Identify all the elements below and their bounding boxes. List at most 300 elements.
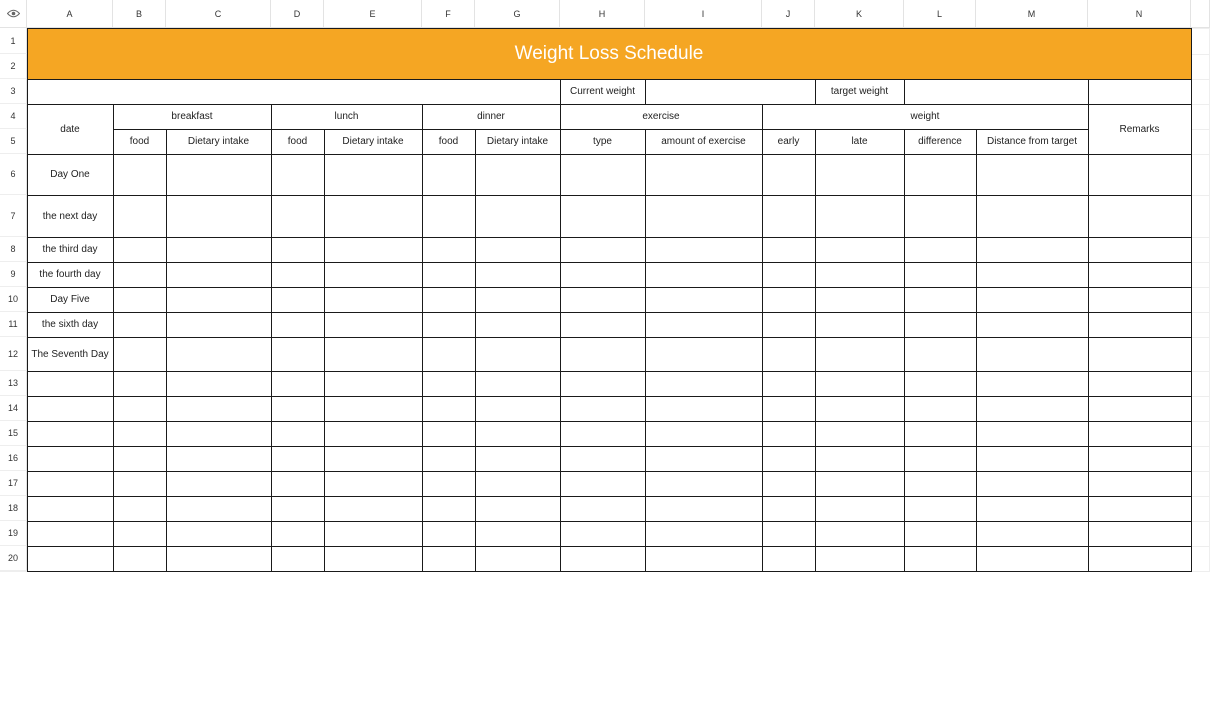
table-cell[interactable]	[815, 287, 904, 312]
table-cell[interactable]	[762, 396, 815, 421]
table-cell[interactable]	[976, 237, 1088, 262]
subheader-weight-early[interactable]: early	[762, 129, 815, 154]
border-line	[645, 79, 646, 105]
table-cell[interactable]	[560, 287, 645, 312]
table-cell[interactable]	[271, 371, 324, 396]
table-cell[interactable]	[324, 396, 422, 421]
table-cell[interactable]	[324, 237, 422, 262]
table-cell[interactable]	[166, 154, 271, 195]
table-cell[interactable]	[166, 446, 271, 471]
border-line	[27, 521, 1192, 522]
table-cell[interactable]	[271, 195, 324, 237]
row-header[interactable]: 4	[0, 104, 27, 129]
table-cell[interactable]	[271, 262, 324, 287]
table-cell[interactable]	[271, 471, 324, 496]
table-cell[interactable]	[815, 312, 904, 337]
table-cell[interactable]	[475, 471, 560, 496]
subheader-breakfast-food[interactable]: food	[113, 129, 166, 154]
table-cell[interactable]	[560, 546, 645, 571]
table-cell[interactable]	[560, 237, 645, 262]
table-cell[interactable]	[1088, 154, 1191, 195]
table-cell[interactable]	[475, 262, 560, 287]
table-cell[interactable]	[1088, 312, 1191, 337]
eye-icon[interactable]	[7, 5, 20, 23]
border-line	[815, 79, 816, 105]
table-cell[interactable]	[27, 496, 113, 521]
table-cell[interactable]	[1088, 237, 1191, 262]
table-cell[interactable]	[324, 546, 422, 571]
table-cell[interactable]	[560, 371, 645, 396]
subheader-lunch-intake[interactable]: Dietary intake	[324, 129, 422, 154]
border-line	[27, 421, 1192, 422]
table-cell[interactable]	[560, 195, 645, 237]
column-header[interactable]: I	[645, 0, 762, 28]
table-cell[interactable]	[113, 446, 166, 471]
table-cell[interactable]	[422, 446, 475, 471]
table-cell[interactable]	[645, 421, 762, 446]
border-line	[27, 262, 1192, 263]
table-cell[interactable]	[113, 195, 166, 237]
table-cell[interactable]	[645, 496, 762, 521]
day-label[interactable]: the sixth day	[27, 312, 113, 337]
table-cell[interactable]	[166, 237, 271, 262]
table-cell[interactable]	[762, 195, 815, 237]
table-cell[interactable]	[904, 262, 976, 287]
table-cell[interactable]	[422, 312, 475, 337]
table-cell[interactable]	[475, 337, 560, 371]
table-cell[interactable]	[1088, 396, 1191, 421]
table-cell[interactable]	[762, 262, 815, 287]
table-cell[interactable]	[113, 337, 166, 371]
table-cell[interactable]	[815, 237, 904, 262]
day-label[interactable]: the next day	[27, 195, 113, 237]
table-cell[interactable]	[762, 154, 815, 195]
table-cell[interactable]	[645, 521, 762, 546]
table-cell[interactable]	[1088, 471, 1191, 496]
header-breakfast[interactable]: breakfast	[113, 104, 271, 129]
table-cell[interactable]	[904, 396, 976, 421]
subheader-breakfast-intake[interactable]: Dietary intake	[166, 129, 271, 154]
table-cell[interactable]	[762, 287, 815, 312]
table-cell[interactable]	[113, 262, 166, 287]
day-label[interactable]: Day Five	[27, 287, 113, 312]
table-cell[interactable]	[560, 396, 645, 421]
table-cell[interactable]	[324, 287, 422, 312]
header-exercise[interactable]: exercise	[560, 104, 762, 129]
table-cell[interactable]	[1088, 262, 1191, 287]
table-cell[interactable]	[324, 446, 422, 471]
table-cell[interactable]	[560, 496, 645, 521]
table-cell[interactable]	[1088, 521, 1191, 546]
header-remarks[interactable]: Remarks	[1088, 104, 1191, 154]
table-cell[interactable]	[815, 421, 904, 446]
table-cell[interactable]	[815, 337, 904, 371]
target-weight-label[interactable]: target weight	[815, 79, 904, 104]
border-line	[762, 104, 763, 572]
table-cell[interactable]	[324, 496, 422, 521]
day-label[interactable]: The Seventh Day	[27, 337, 113, 371]
table-cell[interactable]	[904, 421, 976, 446]
table-cell[interactable]	[976, 546, 1088, 571]
border-line	[27, 337, 1192, 338]
row-header[interactable]: 19	[0, 521, 27, 546]
table-cell[interactable]	[1088, 546, 1191, 571]
table-cell[interactable]	[324, 262, 422, 287]
table-cell[interactable]	[815, 446, 904, 471]
table-cell[interactable]	[271, 521, 324, 546]
table-cell[interactable]	[815, 521, 904, 546]
table-cell[interactable]	[27, 396, 113, 421]
table-cell[interactable]	[271, 421, 324, 446]
table-cell[interactable]	[645, 396, 762, 421]
table-cell[interactable]	[166, 371, 271, 396]
day-label[interactable]: the fourth day	[27, 262, 113, 287]
border-line	[27, 312, 1192, 313]
blank-cell[interactable]	[1088, 79, 1191, 104]
border-line	[560, 79, 561, 105]
table-cell[interactable]	[645, 195, 762, 237]
border-line	[27, 571, 1192, 572]
table-cell[interactable]	[271, 287, 324, 312]
table-cell[interactable]	[815, 262, 904, 287]
table-cell[interactable]	[166, 262, 271, 287]
table-cell[interactable]	[422, 287, 475, 312]
table-cell[interactable]	[1088, 195, 1191, 237]
table-cell[interactable]	[113, 312, 166, 337]
table-cell[interactable]	[976, 521, 1088, 546]
column-header[interactable]: D	[271, 0, 324, 28]
table-cell[interactable]	[976, 396, 1088, 421]
table-cell[interactable]	[271, 237, 324, 262]
table-cell[interactable]	[904, 312, 976, 337]
row-header[interactable]: 13	[0, 371, 27, 396]
table-cell[interactable]	[422, 496, 475, 521]
table-cell[interactable]	[166, 396, 271, 421]
column-header[interactable]: A	[27, 0, 113, 28]
table-cell[interactable]	[645, 287, 762, 312]
border-line	[976, 129, 977, 572]
table-cell[interactable]	[815, 546, 904, 571]
table-cell[interactable]	[475, 396, 560, 421]
day-label[interactable]: Day One	[27, 154, 113, 195]
border-line	[27, 28, 1192, 29]
table-cell[interactable]	[560, 337, 645, 371]
table-cell[interactable]	[815, 396, 904, 421]
day-label[interactable]: the third day	[27, 237, 113, 262]
row-header[interactable]: 9	[0, 262, 27, 287]
table-cell[interactable]	[560, 262, 645, 287]
table-cell[interactable]	[762, 471, 815, 496]
table-cell[interactable]	[560, 154, 645, 195]
table-cell[interactable]	[904, 521, 976, 546]
table-cell[interactable]	[1088, 337, 1191, 371]
table-cell[interactable]	[560, 312, 645, 337]
table-cell[interactable]	[904, 337, 976, 371]
table-cell[interactable]	[904, 287, 976, 312]
table-cell[interactable]	[422, 237, 475, 262]
table-cell[interactable]	[976, 471, 1088, 496]
table-cell[interactable]	[904, 237, 976, 262]
border-line	[27, 471, 1192, 472]
table-cell[interactable]	[1088, 496, 1191, 521]
header-weight[interactable]: weight	[762, 104, 1088, 129]
subheader-weight-distance[interactable]: Distance from target	[976, 129, 1088, 154]
table-cell[interactable]	[113, 496, 166, 521]
table-cell[interactable]	[645, 471, 762, 496]
table-cell[interactable]	[113, 521, 166, 546]
table-cell[interactable]	[475, 521, 560, 546]
table-cell[interactable]	[27, 521, 113, 546]
column-header[interactable]: B	[113, 0, 166, 28]
border-line	[815, 129, 816, 572]
border-line	[1088, 104, 1089, 572]
row-header[interactable]: 14	[0, 396, 27, 421]
table-cell[interactable]	[645, 312, 762, 337]
table-cell[interactable]	[27, 546, 113, 571]
table-cell[interactable]	[762, 496, 815, 521]
table-cell[interactable]	[422, 546, 475, 571]
row-header[interactable]: 1	[0, 28, 27, 54]
table-cell[interactable]	[560, 471, 645, 496]
subheader-exercise-amount[interactable]: amount of exercise	[645, 129, 762, 154]
row-header[interactable]: 2	[0, 54, 27, 79]
row-header[interactable]: 15	[0, 421, 27, 446]
table-cell[interactable]	[271, 154, 324, 195]
table-cell[interactable]	[976, 496, 1088, 521]
column-header[interactable]: N	[1088, 0, 1191, 28]
table-cell[interactable]	[324, 312, 422, 337]
table-cell[interactable]	[271, 496, 324, 521]
header-date[interactable]: date	[27, 104, 113, 154]
table-cell[interactable]	[645, 154, 762, 195]
table-cell[interactable]	[560, 521, 645, 546]
table-cell[interactable]	[1088, 446, 1191, 471]
row-header[interactable]: 18	[0, 496, 27, 521]
table-cell[interactable]	[422, 195, 475, 237]
border-line	[904, 79, 905, 105]
subheader-dinner-food[interactable]: food	[422, 129, 475, 154]
column-header[interactable]: G	[475, 0, 560, 28]
row-header[interactable]: 10	[0, 287, 27, 312]
table-cell[interactable]	[976, 154, 1088, 195]
table-cell[interactable]	[113, 421, 166, 446]
table-cell[interactable]	[645, 237, 762, 262]
border-line	[27, 79, 1192, 80]
border-line	[27, 496, 1192, 497]
table-cell[interactable]	[166, 546, 271, 571]
table-cell[interactable]	[324, 195, 422, 237]
row-header[interactable]: 5	[0, 129, 27, 154]
table-cell[interactable]	[27, 371, 113, 396]
subheader-weight-late[interactable]: late	[815, 129, 904, 154]
table-cell[interactable]	[324, 521, 422, 546]
table-cell[interactable]	[475, 154, 560, 195]
table-cell[interactable]	[475, 195, 560, 237]
table-cell[interactable]	[422, 396, 475, 421]
column-header[interactable]: J	[762, 0, 815, 28]
table-cell[interactable]	[475, 546, 560, 571]
table-cell[interactable]	[904, 496, 976, 521]
table-cell[interactable]	[762, 312, 815, 337]
table-cell[interactable]	[166, 195, 271, 237]
table-cell[interactable]	[645, 446, 762, 471]
row-header[interactable]: 3	[0, 79, 27, 104]
target-weight-value[interactable]	[904, 79, 1088, 104]
table-cell[interactable]	[976, 421, 1088, 446]
row-header[interactable]: 16	[0, 446, 27, 471]
table-cell[interactable]	[422, 371, 475, 396]
row-header[interactable]: 17	[0, 471, 27, 496]
column-header-extra[interactable]	[1191, 0, 1210, 28]
table-cell[interactable]	[1088, 371, 1191, 396]
table-cell[interactable]	[475, 371, 560, 396]
table-cell[interactable]	[762, 446, 815, 471]
table-cell[interactable]	[166, 471, 271, 496]
table-cell[interactable]	[166, 287, 271, 312]
table-cell[interactable]	[815, 371, 904, 396]
table-cell[interactable]	[976, 446, 1088, 471]
table-cell[interactable]	[976, 195, 1088, 237]
table-cell[interactable]	[27, 471, 113, 496]
table-cell[interactable]	[324, 337, 422, 371]
column-header[interactable]: K	[815, 0, 904, 28]
table-cell[interactable]	[422, 471, 475, 496]
border-line	[324, 129, 325, 572]
row-header[interactable]: 6	[0, 154, 27, 195]
table-cell[interactable]	[1088, 421, 1191, 446]
table-cell[interactable]	[113, 546, 166, 571]
table-cell[interactable]	[27, 446, 113, 471]
column-header[interactable]: F	[422, 0, 475, 28]
table-cell[interactable]	[815, 471, 904, 496]
table-cell[interactable]	[904, 546, 976, 571]
table-cell[interactable]	[271, 396, 324, 421]
table-cell[interactable]	[976, 262, 1088, 287]
current-weight-value[interactable]	[645, 79, 815, 104]
table-cell[interactable]	[324, 371, 422, 396]
subheader-exercise-type[interactable]: type	[560, 129, 645, 154]
table-cell[interactable]	[815, 195, 904, 237]
table-cell[interactable]	[113, 396, 166, 421]
table-cell[interactable]	[422, 337, 475, 371]
table-cell[interactable]	[324, 421, 422, 446]
table-cell[interactable]	[324, 154, 422, 195]
table-cell[interactable]	[166, 521, 271, 546]
subheader-dinner-intake[interactable]: Dietary intake	[475, 129, 560, 154]
table-cell[interactable]	[904, 154, 976, 195]
table-cell[interactable]	[762, 371, 815, 396]
table-cell[interactable]	[762, 546, 815, 571]
column-header[interactable]: M	[976, 0, 1088, 28]
select-all-corner[interactable]	[0, 0, 27, 28]
table-cell[interactable]	[976, 371, 1088, 396]
table-cell[interactable]	[560, 446, 645, 471]
border-line	[27, 237, 1192, 238]
table-cell[interactable]	[976, 312, 1088, 337]
border-line	[27, 371, 1192, 372]
table-cell[interactable]	[762, 237, 815, 262]
column-header[interactable]: E	[324, 0, 422, 28]
table-cell[interactable]	[762, 337, 815, 371]
column-header[interactable]: C	[166, 0, 271, 28]
table-cell[interactable]	[422, 421, 475, 446]
table-cell[interactable]	[475, 312, 560, 337]
table-cell[interactable]	[113, 287, 166, 312]
border-line	[27, 195, 1192, 196]
border-line	[27, 28, 28, 572]
table-cell[interactable]	[904, 371, 976, 396]
row-header[interactable]: 7	[0, 195, 27, 237]
table-cell[interactable]	[976, 287, 1088, 312]
table-cell[interactable]	[166, 496, 271, 521]
table-cell[interactable]	[166, 421, 271, 446]
table-cell[interactable]	[976, 337, 1088, 371]
table-cell[interactable]	[645, 337, 762, 371]
current-weight-label[interactable]: Current weight	[560, 79, 645, 104]
subheader-lunch-food[interactable]: food	[271, 129, 324, 154]
table-cell[interactable]	[113, 154, 166, 195]
table-cell[interactable]	[475, 287, 560, 312]
table-cell[interactable]	[27, 421, 113, 446]
border-line	[166, 129, 167, 572]
table-cell[interactable]	[475, 237, 560, 262]
row-header[interactable]: 12	[0, 337, 27, 371]
row-header[interactable]: 8	[0, 237, 27, 262]
table-cell[interactable]	[645, 546, 762, 571]
table-cell[interactable]	[271, 312, 324, 337]
table-cell[interactable]	[904, 195, 976, 237]
table-cell[interactable]	[645, 262, 762, 287]
table-cell[interactable]	[271, 337, 324, 371]
border-line	[422, 104, 423, 572]
table-cell[interactable]	[645, 371, 762, 396]
table-cell[interactable]	[475, 446, 560, 471]
table-cell[interactable]	[762, 421, 815, 446]
sheet-title[interactable]: Weight Loss Schedule	[27, 28, 1191, 79]
table-cell[interactable]	[271, 546, 324, 571]
subheader-weight-difference[interactable]: difference	[904, 129, 976, 154]
table-cell[interactable]	[422, 154, 475, 195]
table-cell[interactable]	[113, 471, 166, 496]
table-cell[interactable]	[904, 446, 976, 471]
blank-merged-cell[interactable]	[27, 79, 560, 104]
border-line	[27, 287, 1192, 288]
table-cell[interactable]	[815, 154, 904, 195]
header-lunch[interactable]: lunch	[271, 104, 422, 129]
table-cell[interactable]	[904, 471, 976, 496]
table-cell[interactable]	[271, 446, 324, 471]
table-cell[interactable]	[113, 371, 166, 396]
table-cell[interactable]	[166, 312, 271, 337]
header-dinner[interactable]: dinner	[422, 104, 560, 129]
border-line	[475, 129, 476, 572]
table-cell[interactable]	[475, 421, 560, 446]
table-cell[interactable]	[166, 337, 271, 371]
table-cell[interactable]	[422, 262, 475, 287]
row-header[interactable]: 11	[0, 312, 27, 337]
table-cell[interactable]	[113, 237, 166, 262]
table-cell[interactable]	[762, 521, 815, 546]
table-cell[interactable]	[475, 496, 560, 521]
table-cell[interactable]	[1088, 287, 1191, 312]
column-header[interactable]: L	[904, 0, 976, 28]
table-cell[interactable]	[815, 496, 904, 521]
table-cell[interactable]	[422, 521, 475, 546]
column-header[interactable]: H	[560, 0, 645, 28]
row-header[interactable]: 20	[0, 546, 27, 571]
table-cell[interactable]	[560, 421, 645, 446]
table-cell[interactable]	[324, 471, 422, 496]
